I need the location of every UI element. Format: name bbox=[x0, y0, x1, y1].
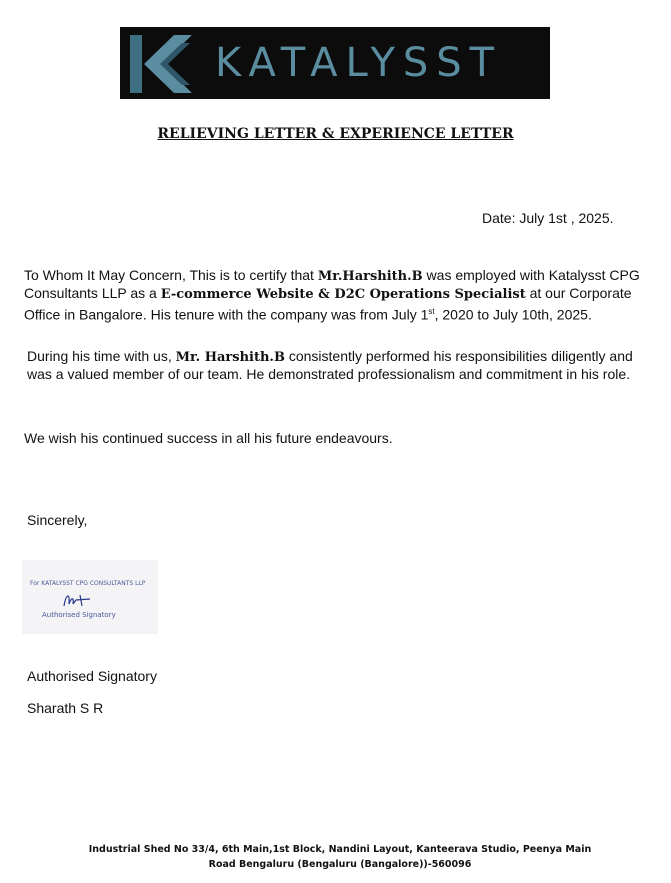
signatory-name: Sharath S R bbox=[27, 700, 104, 716]
closing: Sincerely, bbox=[27, 512, 88, 528]
stamp-role: Authorised Signatory bbox=[42, 611, 116, 619]
signature-stamp bbox=[22, 560, 158, 634]
katalysst-k-icon bbox=[130, 35, 202, 93]
company-logo bbox=[120, 27, 550, 99]
stamp-company: For KATALYSST CPG CONSULTANTS LLP bbox=[30, 580, 146, 587]
employee-role: E-commerce Website & D2C Operations Specialist bbox=[160, 287, 526, 302]
logo-wordmark: KATALYSST bbox=[215, 40, 503, 86]
employee-name-2: Mr. Harshith.B bbox=[175, 350, 285, 365]
footer-line-1: Industrial Shed No 33/4, 6th Main,1st Block, Nandini Layout, Kanteerava Studio, Peenya Main bbox=[88, 844, 592, 855]
footer-line-2: Road Bengaluru (Bengaluru (Bangalore))-560096 bbox=[208, 859, 472, 870]
paragraph-certification: To Whom It May Concern, This is to certify that Mr.Harshith.B was employed with Katalysst CPG Consultants LLP as a E-commerce Website & D2C Operations Specialist at our Corporate Office in Bangalore. His tenure with the company was from July 1st, 2020 to July 10th, 2025. bbox=[24, 267, 640, 323]
signature-scribble-icon bbox=[60, 590, 100, 610]
paragraph-performance: During his time with us, Mr. Harshith.B consistently performed his responsibilities diligently and was a valued member of our team. He demonstrated professionalism and commitment in his role. bbox=[27, 348, 633, 382]
signatory-title: Authorised Signatory bbox=[27, 668, 157, 684]
footer-address bbox=[60, 842, 620, 872]
letter-title: RELIEVING LETTER & EXPERIENCE LETTER bbox=[157, 126, 514, 142]
employee-name: Mr.Harshith.B bbox=[317, 269, 423, 284]
letter-date: Date: July 1st , 2025. bbox=[482, 210, 614, 226]
paragraph-wishes: We wish his continued success in all his future endeavours. bbox=[24, 430, 393, 446]
